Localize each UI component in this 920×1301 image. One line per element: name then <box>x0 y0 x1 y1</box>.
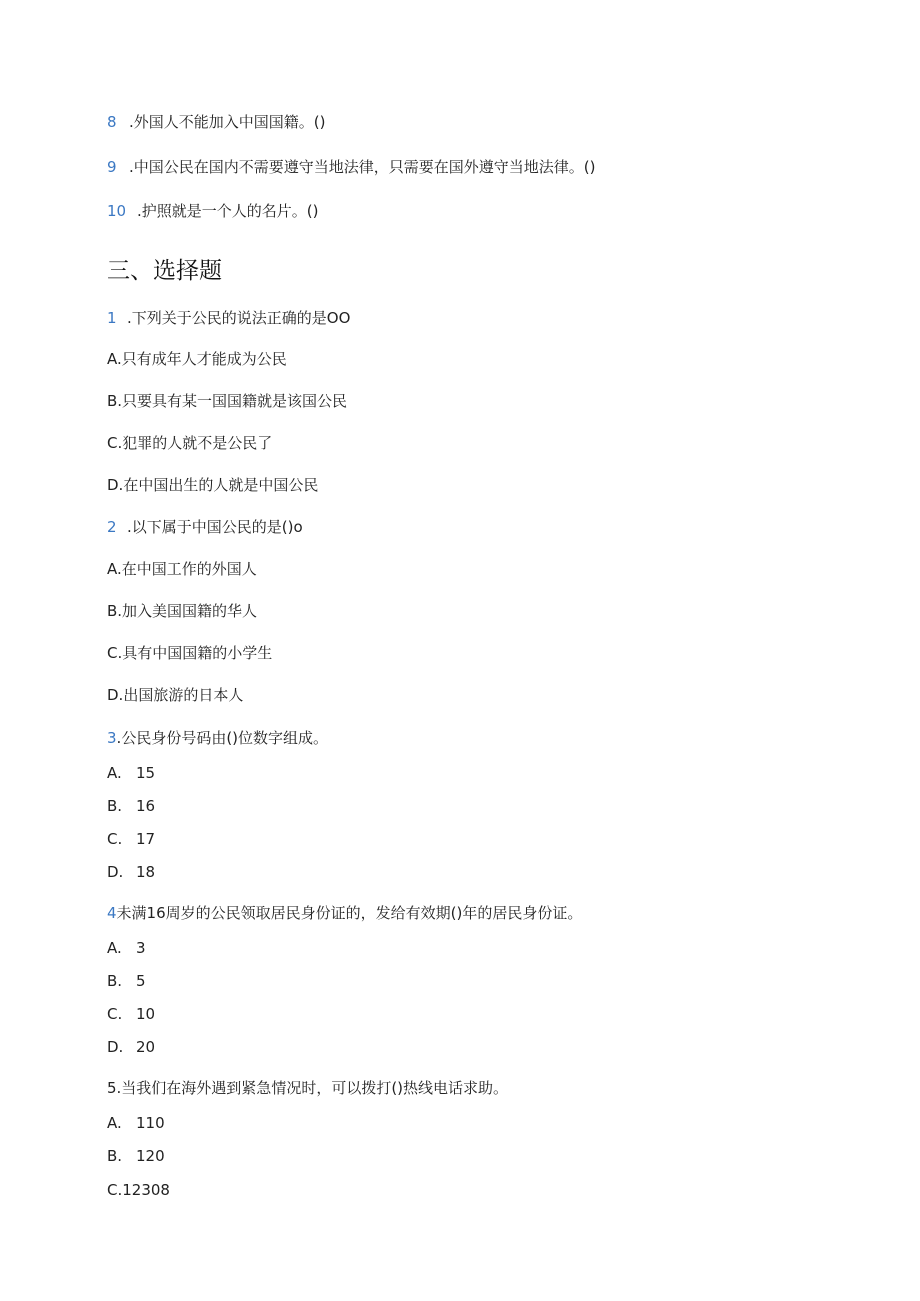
option-letter: B. <box>107 972 123 990</box>
tf-question-8 <box>107 112 325 132</box>
mc-question-4 <box>107 903 582 923</box>
option-d <box>107 862 155 882</box>
tf-question-9 <box>107 157 595 177</box>
option-d: D.出国旅游的日本人 <box>107 686 244 704</box>
section-title: 三、选择题 <box>107 258 222 284</box>
question-text: .下列关于公民的说法正确的是OO <box>127 309 351 327</box>
option-b <box>107 971 146 991</box>
option-b: B.加入美国国籍的华人 <box>107 602 258 620</box>
option-value: 18 <box>136 863 156 881</box>
option-c <box>107 829 155 849</box>
option-b <box>107 1146 165 1166</box>
option-letter: D. <box>107 863 124 881</box>
question-number: 2 <box>107 518 117 536</box>
option-value: 120 <box>136 1147 165 1165</box>
option-a: A.只有成年人才能成为公民 <box>107 350 287 368</box>
question-text: .以下属于中国公民的是()o <box>127 518 303 536</box>
question-text: .中国公民在国内不需要遵守当地法律，只需要在国外遵守当地法律。() <box>129 158 596 176</box>
question-text: .护照就是一个人的名片。() <box>137 202 319 220</box>
option-d: D.在中国出生的人就是中国公民 <box>107 476 319 494</box>
mc-question-3 <box>107 728 328 748</box>
option-value: 15 <box>136 764 156 782</box>
option-letter: B. <box>107 1147 123 1165</box>
option-value: 5 <box>136 972 146 990</box>
question-text: .公民身份号码由()位数字组成。 <box>116 729 329 747</box>
option-letter: D. <box>107 1038 124 1056</box>
option-value: 110 <box>136 1114 165 1132</box>
question-number: 4 <box>107 904 117 922</box>
option-value: 20 <box>136 1038 156 1056</box>
option-value: 16 <box>136 797 156 815</box>
option-letter: B. <box>107 797 123 815</box>
option-value: 17 <box>136 830 156 848</box>
option-value: 3 <box>136 939 146 957</box>
question-text: .外国人不能加入中国国籍。() <box>129 113 326 131</box>
option-a <box>107 763 155 783</box>
option-d <box>107 1037 155 1057</box>
option-a <box>107 938 146 958</box>
option-letter: A. <box>107 764 122 782</box>
option-a: A.在中国工作的外国人 <box>107 560 257 578</box>
option-c: C.犯罪的人就不是公民了 <box>107 434 273 452</box>
option-b <box>107 796 155 816</box>
question-text: 未满16周岁的公民领取居民身份证的，发给有效期()年的居民身份证。 <box>116 904 583 922</box>
option-letter: C. <box>107 1005 123 1023</box>
option-b: B.只要具有某一国国籍就是该国公民 <box>107 392 348 410</box>
option-c: C.12308 <box>107 1181 170 1199</box>
mc-question-5: 5.当我们在海外遇到紧急情况时，可以拨打()热线电话求助。 <box>107 1079 509 1097</box>
option-value: 10 <box>136 1005 156 1023</box>
option-letter: A. <box>107 1114 122 1132</box>
mc-question-1 <box>107 308 350 328</box>
option-c: C.具有中国国籍的小学生 <box>107 644 273 662</box>
option-a <box>107 1113 165 1133</box>
option-letter: A. <box>107 939 122 957</box>
question-number: 9 <box>107 158 117 176</box>
question-number: 10 <box>107 202 127 220</box>
tf-question-10 <box>107 201 318 221</box>
question-number: 3 <box>107 729 117 747</box>
mc-question-2 <box>107 517 303 537</box>
question-number: 1 <box>107 309 117 327</box>
option-letter: C. <box>107 830 123 848</box>
question-number: 8 <box>107 113 117 131</box>
option-c <box>107 1004 155 1024</box>
